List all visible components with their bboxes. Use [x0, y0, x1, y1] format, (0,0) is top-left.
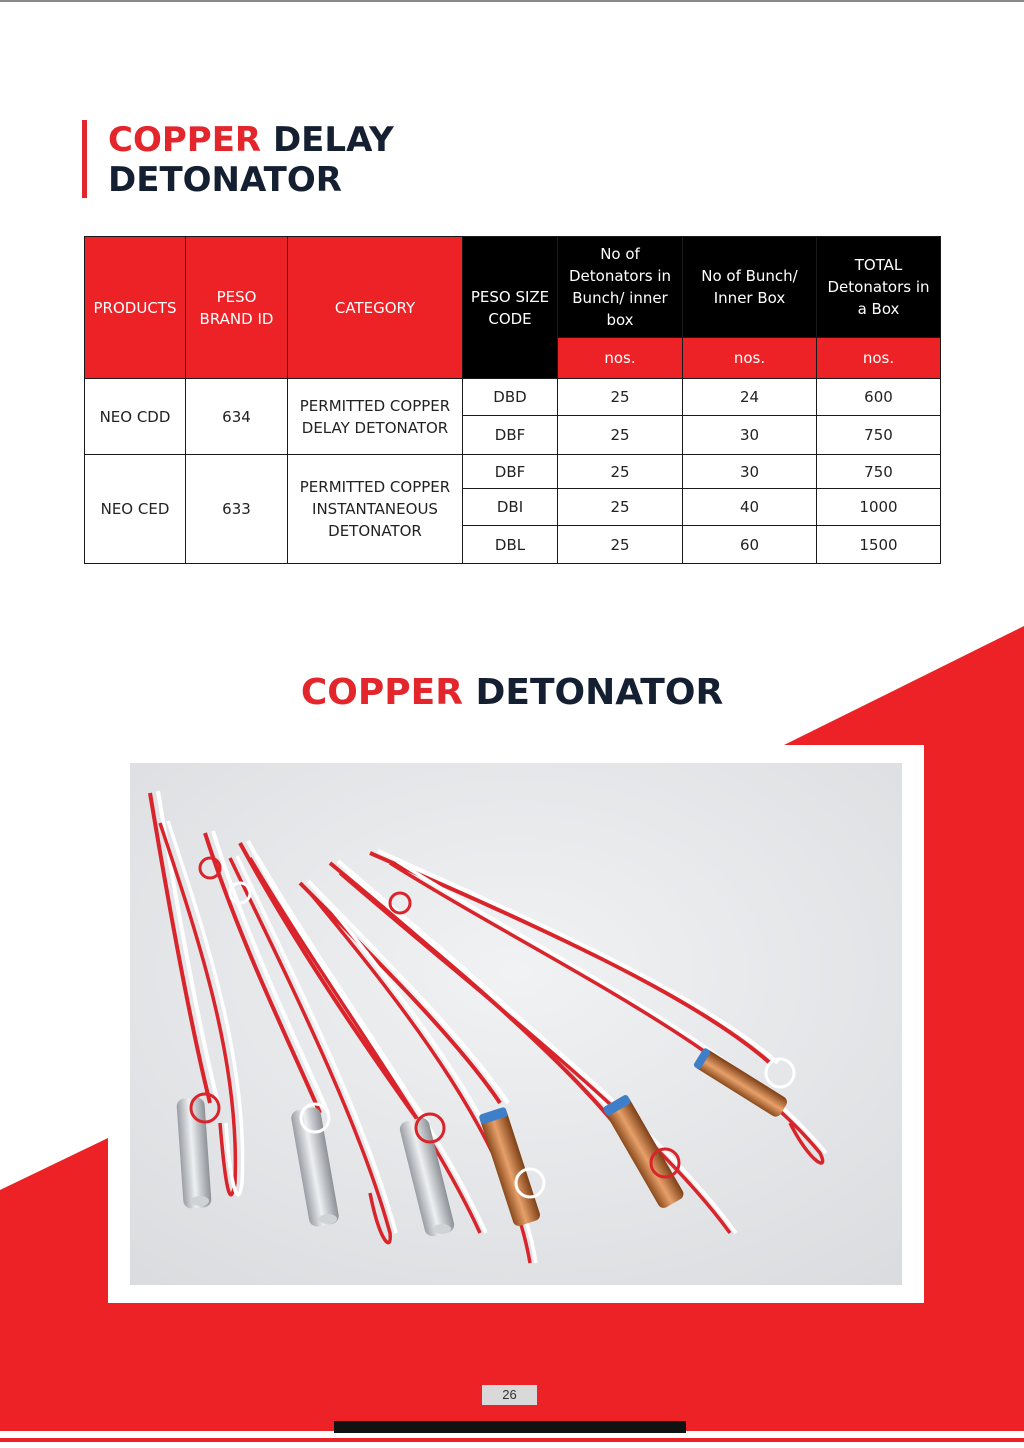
cell-code: DBF [463, 416, 558, 455]
cell-code: DBI [463, 489, 558, 526]
cell-code: DBD [463, 379, 558, 416]
heading-accent-bar [82, 120, 87, 198]
cell-inner-box: 30 [683, 455, 817, 489]
photo-frame [108, 745, 924, 1303]
detonator-spec-table [84, 236, 941, 564]
cell-code: DBF [463, 455, 558, 489]
table-row [85, 379, 941, 416]
cell-category: PERMITTED COPPER DELAY DETONATOR [288, 379, 463, 455]
cell-product: NEO CED [85, 455, 186, 564]
cell-total: 1000 [817, 489, 941, 526]
cell-total: 750 [817, 416, 941, 455]
red-shape-left [0, 1138, 108, 1303]
cell-inner-box: 24 [683, 379, 817, 416]
cell-total: 1500 [817, 526, 941, 564]
footer-red-band [0, 1303, 1024, 1431]
cell-brand-id: 633 [186, 455, 288, 564]
heading-red-word: COPPER [300, 672, 463, 713]
cell-total: 600 [817, 379, 941, 416]
header-inner-box: No of Bunch/ Inner Box [683, 237, 817, 338]
detonator-photo [130, 763, 902, 1285]
header-category: CATEGORY [288, 237, 463, 379]
cell-category: PERMITTED COPPER INSTANTANEOUS DETONATOR [288, 455, 463, 564]
table-row [85, 455, 941, 489]
cell-code: DBL [463, 526, 558, 564]
cell-inner-box: 60 [683, 526, 817, 564]
cell-inner-box: 30 [683, 416, 817, 455]
cell-total: 750 [817, 455, 941, 489]
heading-red-word: COPPER [108, 120, 262, 160]
cell-brand-id: 634 [186, 379, 288, 455]
cell-bunch: 25 [558, 489, 683, 526]
cell-bunch: 25 [558, 416, 683, 455]
footer-red-line [0, 1438, 1024, 1442]
cell-bunch: 25 [558, 455, 683, 489]
unit-total: nos. [817, 338, 941, 379]
heading-dark-word: DETONATOR [475, 672, 724, 713]
footer-black-strip [334, 1421, 686, 1433]
cell-inner-box: 40 [683, 489, 817, 526]
heading-dark-word: DELAY [272, 120, 394, 160]
header-size-code: PESO SIZE CODE [463, 237, 558, 379]
cell-bunch: 25 [558, 526, 683, 564]
header-brand-id: PESO BRAND ID [186, 237, 288, 379]
top-rule [0, 0, 1024, 2]
unit-bunch: nos. [558, 338, 683, 379]
heading-text [108, 120, 394, 200]
section-heading-copper-detonator [0, 668, 1024, 718]
header-total: TOTAL Detonators in a Box [817, 237, 941, 338]
page-number: 26 [482, 1385, 537, 1405]
heading-dark-word-2: DETONATOR [108, 160, 342, 200]
cell-bunch: 25 [558, 379, 683, 416]
detonator-illustration [130, 763, 902, 1285]
header-products: PRODUCTS [85, 237, 186, 379]
header-bunch: No of Detonators in Bunch/ inner box [558, 237, 683, 338]
unit-inner-box: nos. [683, 338, 817, 379]
cell-product: NEO CDD [85, 379, 186, 455]
